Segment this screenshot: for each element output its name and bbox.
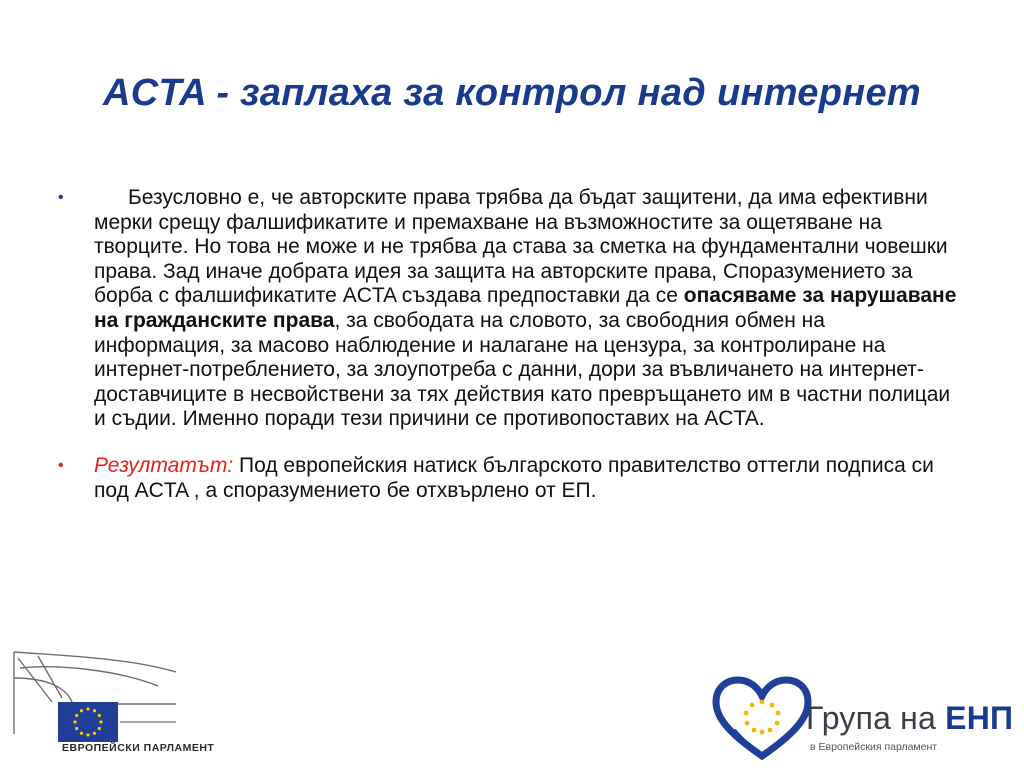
bullet-marker: • — [58, 456, 64, 474]
paragraph-acta-bold: опасяваме за нарушаване на гражданските права — [94, 284, 957, 332]
result-text: Под европейския натиск българското правителство оттегли подписа си под ACTA , а споразумението бе отхвърлено от ЕП. — [94, 453, 934, 502]
epp-name-regular: Група на — [806, 700, 946, 736]
paragraph-acta-text-start: Безусловно е, че авторските права трябва да бъдат защитени, да има ефективни мерки срещу фалшификатите и премахване на възможностите за ощетяване на творците. Но това не може и не трябва да става за сметка на фундаментални човешки права. Зад иначе добрата идея за защита на авторските права, Споразумението за борба с фалшификатите ACTA създава предпоставки да се — [94, 186, 948, 308]
slide-title: ACTA - заплаха за контрол над интернет — [102, 72, 922, 114]
result-label: Резултатът: — [94, 453, 234, 477]
paragraph-result — [94, 454, 958, 503]
epp-subtitle: в Европейския парламент — [810, 741, 938, 753]
epp-group-name — [806, 700, 1013, 737]
bullet-item-2 — [58, 454, 958, 503]
bullet-item-1 — [58, 186, 958, 432]
epp-heart-logo — [712, 668, 812, 768]
bullet-marker: • — [58, 189, 64, 206]
ep-logo-caption: ЕВРОПЕЙСКИ ПАРЛАМЕНТ — [62, 742, 215, 754]
slide-content — [58, 186, 958, 503]
paragraph-acta-text-end: , за свободата на словото, за свободния обмен на информация, за масово наблюдение и налагане на цензура, за контролиране на интернет-потреблението, за злоупотреба с данни, дори за въвличането на интернет-доставчиците в несвойствени за тях действия като превръщането им в частни полицаи и съдии. Именно поради тези причини се противопоставих на ACTA. — [94, 308, 951, 431]
epp-name-bold: ЕНП — [945, 700, 1014, 736]
paragraph-acta — [94, 186, 958, 432]
